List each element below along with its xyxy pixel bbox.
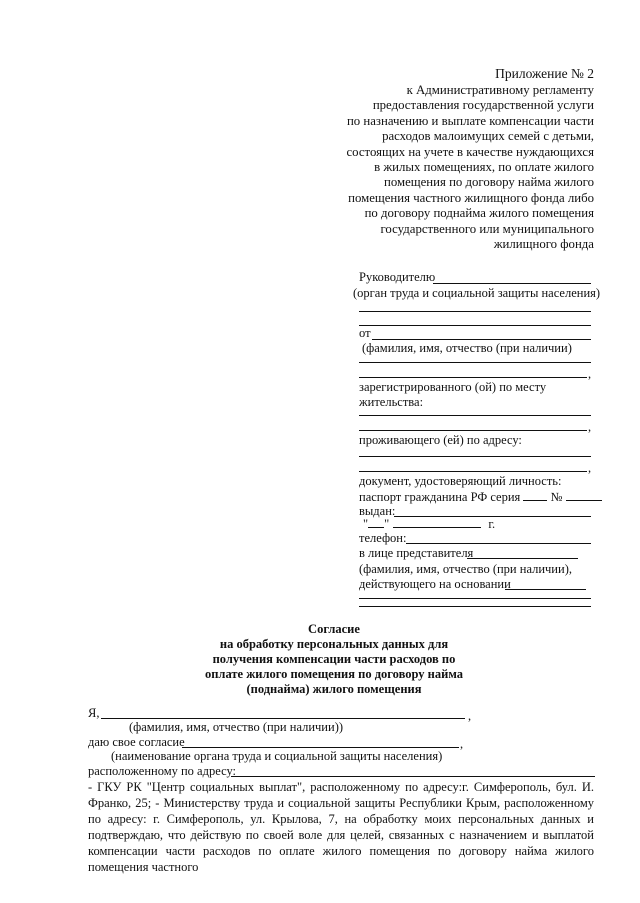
basis-line-2[interactable] xyxy=(359,598,591,599)
passport-row xyxy=(359,489,602,505)
organ-hint: (наименование органа труда и социальной защиты населения) xyxy=(111,749,443,763)
issued-label: выдан: xyxy=(359,504,396,518)
appendix-line: помещения частного жилищного фонда либо xyxy=(348,190,594,205)
rep-label: в лице представителя xyxy=(359,546,474,560)
living-line-1[interactable] xyxy=(359,456,591,457)
address-line[interactable] xyxy=(231,776,595,777)
i-fio-line[interactable] xyxy=(101,718,465,719)
head-hint: (орган труда и социальной защиты населения) xyxy=(353,286,601,300)
phone-line[interactable] xyxy=(406,543,591,544)
passport-series-field[interactable] xyxy=(523,489,547,501)
head-line-2[interactable] xyxy=(359,311,591,312)
residence-line-1[interactable] xyxy=(359,415,591,416)
appendix-line: состоящих на учете в качестве нуждающихся xyxy=(346,144,594,159)
head-line[interactable] xyxy=(433,283,591,284)
head-line-3[interactable] xyxy=(359,325,591,326)
heading-line-5: (поднайма) жилого помещения xyxy=(246,682,422,696)
appendix-line: предоставления государственной услуги xyxy=(372,98,594,113)
address-label: расположенному по адресу: xyxy=(88,764,237,778)
date-quote-open: " xyxy=(363,517,369,531)
residence-line-2[interactable] xyxy=(359,430,587,431)
consent-paragraph: - ГКУ РК "Центр социальных выплат", расположенному по адресу:г. Симферополь, бул. И. Франко, 25; - Министерству труда и социальной защиты Республики Крым, расположенному по адресу: г. Симферополь, ул. Крылова, 7, на обработку моих персональных данных и подтверждаю, что действую по своей воле для целей, связанных с назначением и выплатой компенсации части расходов по оплате жилого помещения по договору найма жилого помещения частного xyxy=(88,780,594,874)
year-label: г. xyxy=(488,517,496,531)
appendix-line: помещения по договору найма жилого xyxy=(383,175,594,190)
date-month-field[interactable] xyxy=(393,516,481,528)
residence-label: жительства: xyxy=(359,395,424,409)
appendix-line: в жилых помещениях, по оплате жилого xyxy=(374,160,594,175)
rep-hint: (фамилия, имя, отчество (при наличии), xyxy=(359,562,572,576)
basis-line-3[interactable] xyxy=(359,606,591,607)
doc-label: документ, удостоверяющий личность: xyxy=(359,474,562,488)
residence-comma: , xyxy=(588,420,592,434)
number-label: № xyxy=(550,490,563,504)
registered-label: зарегистрированного (ой) по месту xyxy=(359,380,547,394)
appendix-line: к Административному регламенту xyxy=(406,83,594,97)
fio-line-2[interactable] xyxy=(359,362,591,363)
living-line-2[interactable] xyxy=(359,471,587,472)
date-row xyxy=(363,516,495,532)
fio-line-3[interactable] xyxy=(359,377,587,378)
heading-line-3: получения компенсации части расходов по xyxy=(212,652,456,666)
i-label: Я, xyxy=(88,706,100,720)
consent-comma: , xyxy=(460,737,464,751)
living-comma: , xyxy=(588,461,592,475)
fio-hint: (фамилия, имя, отчество (при наличии) xyxy=(362,341,572,355)
passport-number-field[interactable] xyxy=(566,489,602,501)
heading-line-2: на обработку персональных данных для xyxy=(219,637,449,651)
appendix-line: государственного или муниципального xyxy=(380,221,594,236)
appendix-line: по договору поднайма жилого помещения xyxy=(364,206,594,221)
passport-label: паспорт гражданина РФ серия xyxy=(359,490,521,504)
body-fio-hint: (фамилия, имя, отчество (при наличии)) xyxy=(129,720,344,734)
date-quote-close: " xyxy=(384,517,390,531)
rep-line[interactable] xyxy=(467,558,578,559)
from-label: от xyxy=(359,326,371,340)
consent-line[interactable] xyxy=(182,747,459,748)
from-line[interactable] xyxy=(372,339,591,340)
phone-label: телефон: xyxy=(359,531,407,545)
head-label: Руководителю xyxy=(359,270,436,284)
appendix-text xyxy=(346,83,594,252)
appendix-line: расходов малоимущих семей с детьми, xyxy=(382,129,594,144)
appendix-line: жилищного фонда xyxy=(493,237,594,252)
heading-line-4: оплате жилого помещения по договору найма xyxy=(204,667,463,681)
appendix-title: Приложение № 2 xyxy=(495,66,594,81)
consent-label: даю свое согласие xyxy=(88,735,185,749)
date-day-field[interactable] xyxy=(368,516,384,528)
basis-label: действующего на основании xyxy=(359,577,511,591)
appendix-line: по назначению и выплате компенсации части xyxy=(346,113,594,128)
living-label: проживающего (ей) по адресу: xyxy=(359,433,522,447)
heading-line-1: Согласие xyxy=(308,622,360,636)
i-comma: , xyxy=(468,709,472,723)
basis-line[interactable] xyxy=(505,589,586,590)
fio-comma: , xyxy=(588,367,592,381)
